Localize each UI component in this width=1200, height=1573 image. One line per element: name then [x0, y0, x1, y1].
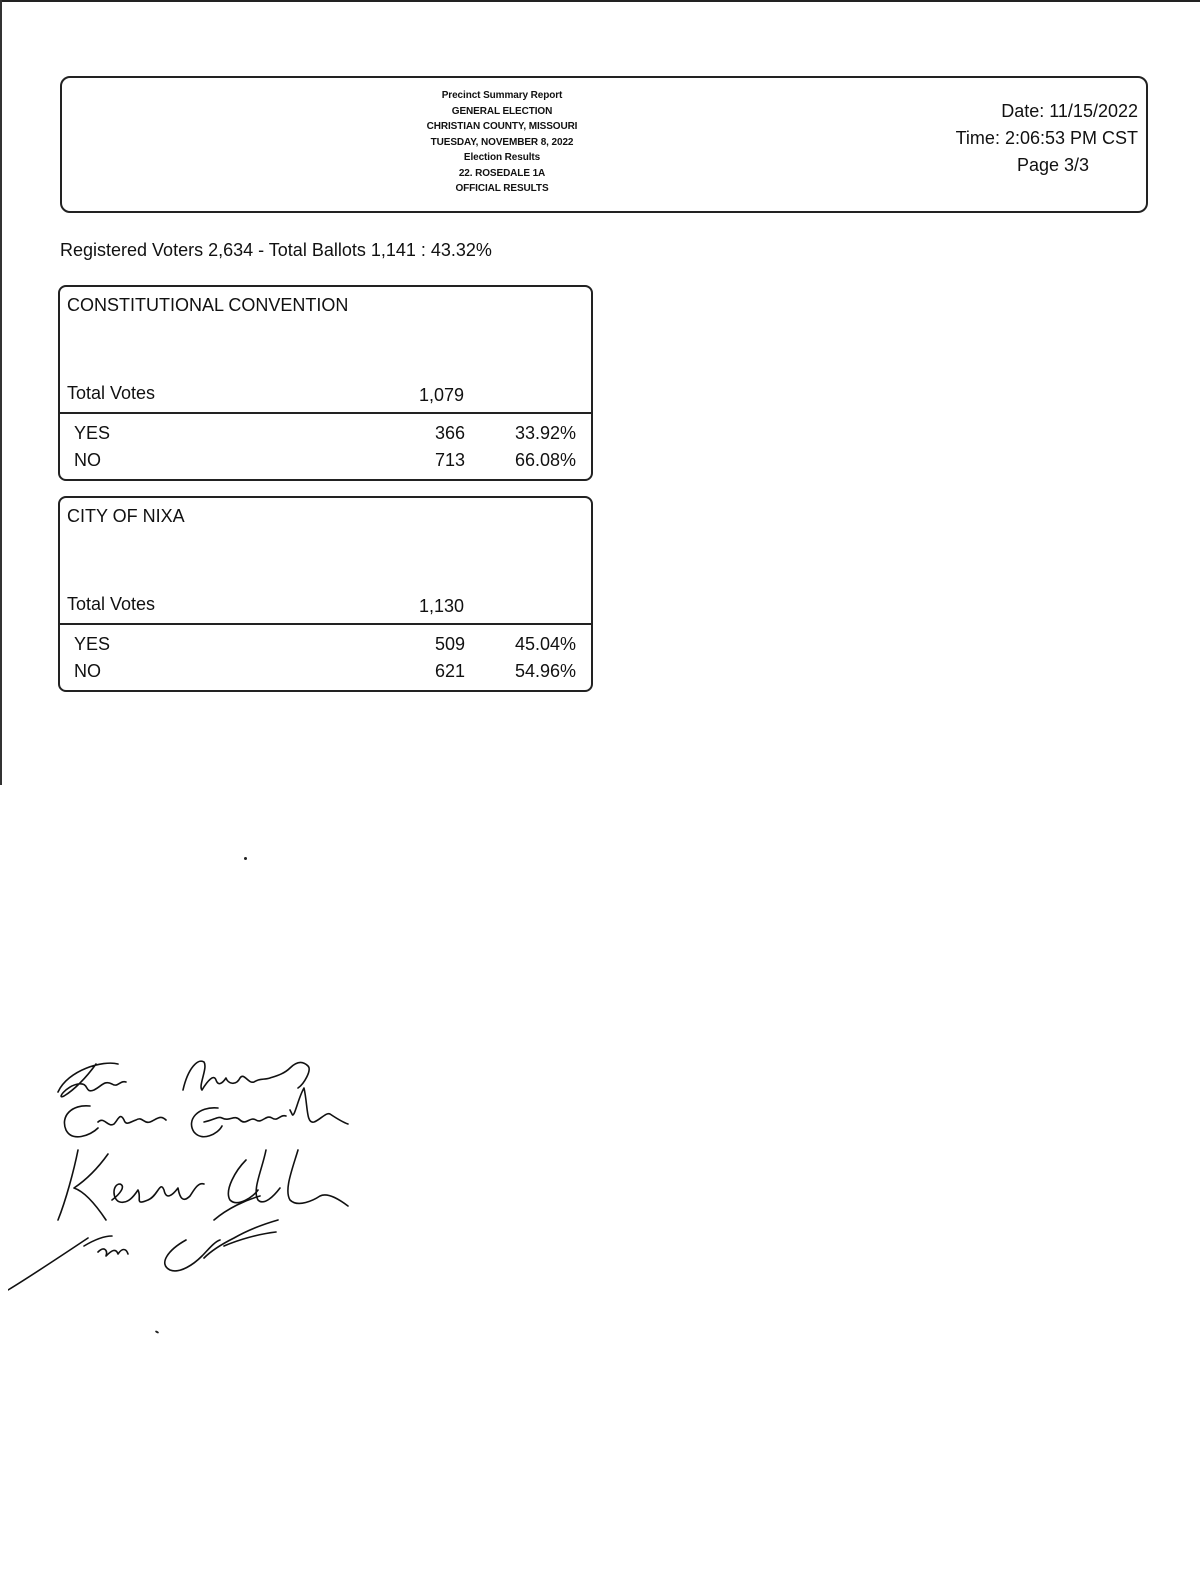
report-time: Time: 2:06:53 PM CST	[955, 128, 1138, 148]
choice-row	[60, 450, 591, 476]
choice-votes: 713	[434, 450, 465, 470]
choice-percent: 66.08%	[514, 450, 576, 470]
election-date: TUESDAY, NOVEMBER 8, 2022	[430, 136, 574, 148]
jurisdiction: CHRISTIAN COUNTY, MISSOURI	[426, 121, 578, 132]
choice-row	[60, 634, 591, 660]
report-date: Date: 11/15/2022	[1001, 101, 1138, 121]
signature-line-3	[58, 1150, 348, 1220]
choice-row	[60, 661, 591, 687]
divider	[60, 623, 591, 625]
total-votes-value: 1,079	[418, 385, 464, 405]
report-title-block	[362, 88, 642, 197]
choice-votes: 621	[434, 661, 465, 681]
contest-box	[58, 496, 593, 692]
choice-name: YES	[74, 634, 111, 654]
choice-row	[60, 423, 591, 449]
report-title: Precinct Summary Report	[441, 90, 563, 101]
results-status: OFFICIAL RESULTS	[455, 183, 549, 194]
contest-title: CITY OF NIXA	[67, 506, 185, 526]
election-name: GENERAL ELECTION	[451, 105, 553, 117]
signature-line-2	[64, 1088, 348, 1137]
total-votes-label: Total Votes	[67, 594, 156, 614]
report-header	[60, 76, 1148, 213]
turnout-summary: Registered Voters 2,634 - Total Ballots 1,141 : 43.32%	[60, 240, 492, 260]
handwritten-signatures	[8, 1050, 358, 1300]
precinct-name: 22. ROSEDALE 1A	[458, 167, 546, 179]
divider	[60, 412, 591, 414]
choice-name: NO	[74, 450, 101, 470]
choice-votes: 509	[434, 634, 465, 654]
choice-percent: 54.96%	[514, 661, 576, 681]
choice-name: YES	[74, 423, 111, 443]
results-label: Election Results	[463, 152, 541, 163]
choice-name: NO	[74, 661, 101, 681]
scan-speck	[155, 1330, 159, 1334]
total-votes-value: 1,130	[418, 596, 464, 616]
contest-title: CONSTITUTIONAL CONVENTION	[67, 295, 349, 315]
total-votes-label: Total Votes	[67, 383, 156, 403]
choice-votes: 366	[434, 423, 465, 443]
choice-percent: 33.92%	[514, 423, 576, 443]
signature-line-1	[58, 1061, 309, 1097]
page-number: Page 3/3	[1016, 155, 1090, 175]
contest-box	[58, 285, 593, 481]
report-meta	[878, 98, 1138, 179]
scan-top-edge	[0, 0, 1200, 2]
scan-speck	[244, 857, 247, 860]
scan-left-edge	[0, 0, 2, 785]
choice-percent: 45.04%	[514, 634, 576, 654]
signature-line-4	[8, 1196, 278, 1290]
